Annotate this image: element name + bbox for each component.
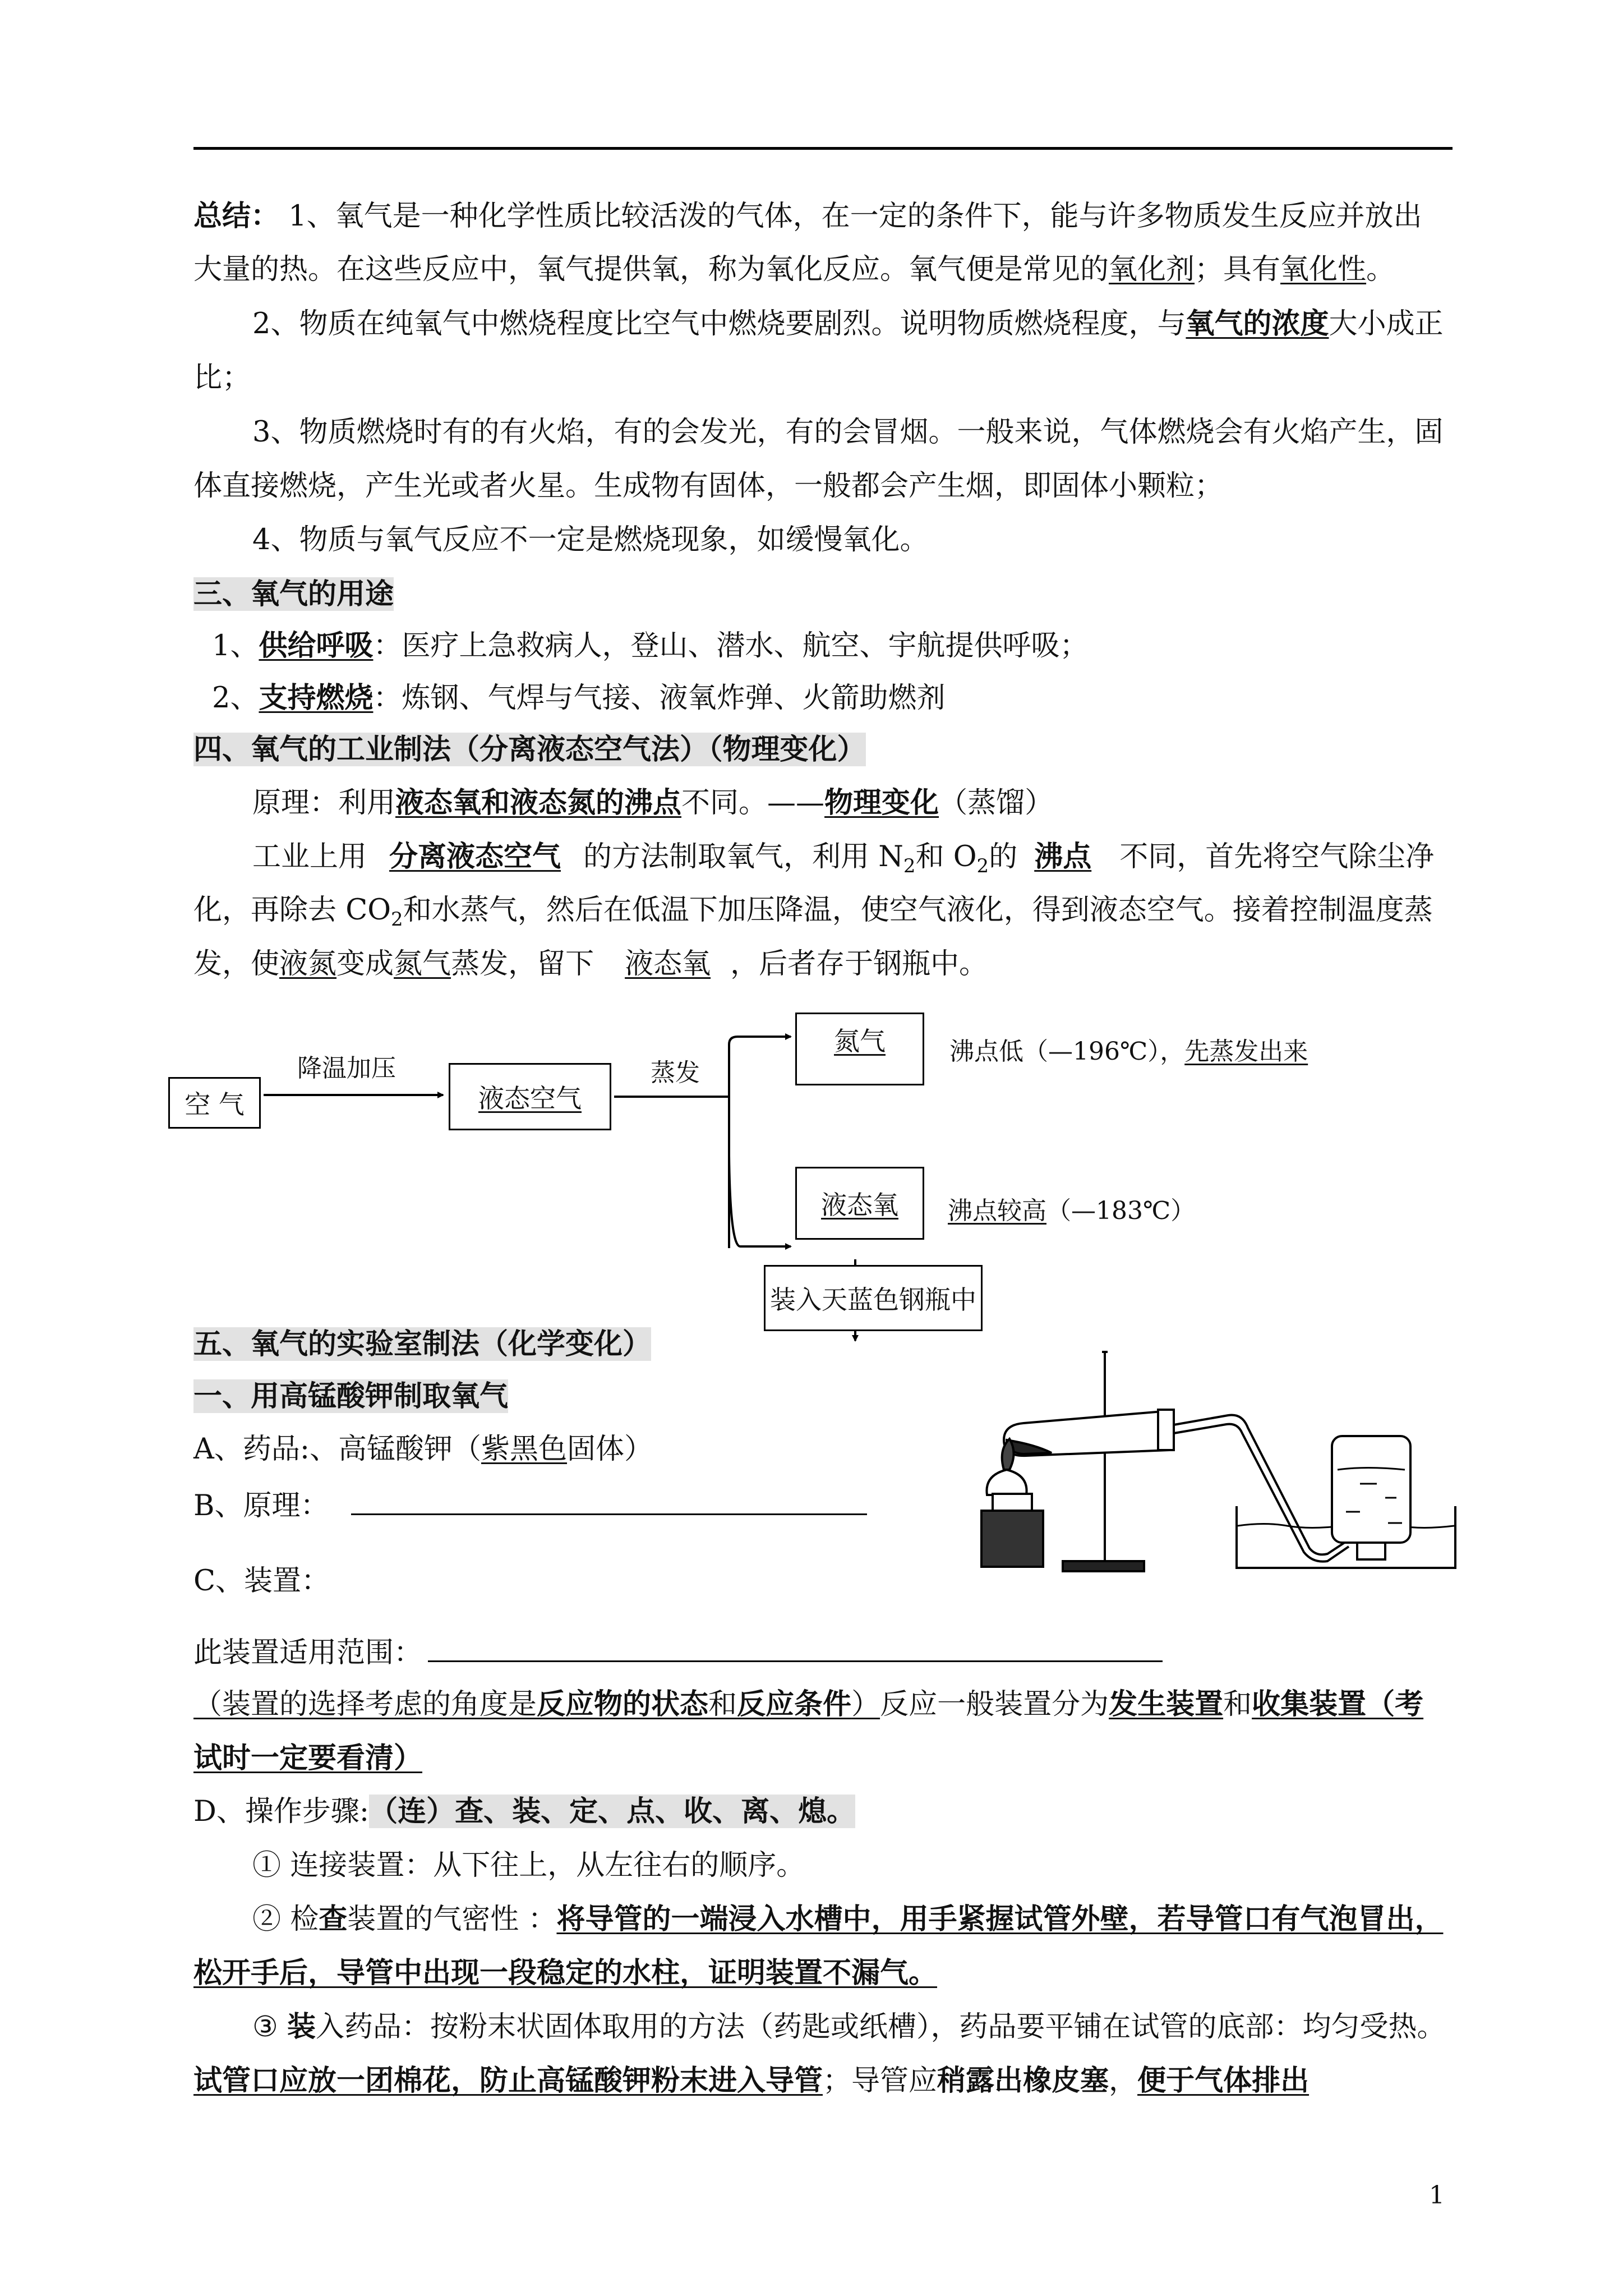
box-storage: 装入天蓝色钢瓶中 xyxy=(764,1265,983,1331)
lab-item-a: A、药品:、高锰酸钾（紫黑色固体） xyxy=(193,1433,653,1466)
lab-heading: 五、氧气的实验室制法（化学变化） xyxy=(193,1327,652,1361)
step-2-line2: 松开手后，导管中出现一段稳定的水柱，证明装置不漏气。 xyxy=(193,1956,938,1990)
lab-item-b: B、原理： xyxy=(193,1487,867,1524)
oxidant-term: 氧化剂 xyxy=(1109,253,1195,286)
summary-p4: 4、物质与氧气反应不一定是燃烧现象，如缓慢氧化。 xyxy=(252,523,929,556)
blank-principle xyxy=(351,1487,867,1515)
step-2-line1: ② 检查装置的气密性 ：将导管的一端浸入水槽中，用手紧握试管外壁，若导管口有气泡冒出， xyxy=(252,1902,1444,1936)
lab-item-c: C、装置： xyxy=(193,1565,330,1598)
nitrogen-note: 沸点低（—196℃），先蒸发出来 xyxy=(949,1037,1308,1066)
box-liquid-air: 液态空气 xyxy=(449,1063,611,1130)
oxidizing-term: 氧化性 xyxy=(1280,253,1367,286)
summary-p2-line2: 比； xyxy=(193,361,251,394)
blank-method: 分离液态空气 xyxy=(389,840,561,873)
industrial-principle: 原理：利用液态氧和液态氮的沸点不同。——物理变化（蒸馏） xyxy=(252,786,1054,820)
lab-item-d: D、操作步骤:（连）查、装、定、点、收、离、熄。 xyxy=(193,1795,856,1828)
oxygen-concentration-term: 氧气的浓度 xyxy=(1186,307,1329,341)
box-nitrogen: 氮气 xyxy=(795,1013,924,1085)
uses-heading: 三、氧气的用途 xyxy=(193,577,394,611)
industrial-line3: 发，使液氮变成氮气蒸发，留下 液态氧 ，后者存于钢瓶中。 xyxy=(193,947,988,981)
page-number: 1 xyxy=(1429,2181,1445,2210)
industrial-heading: 四、氧气的工业制法（分离液态空气法）（物理变化） xyxy=(193,733,866,766)
uses-item-1: 1、供给呼吸：医疗上急救病人，登山、潜水、航空、宇航提供呼吸； xyxy=(212,629,1089,662)
box-air: 空 气 xyxy=(168,1077,261,1129)
box-liquid-oxygen: 液态氧 xyxy=(795,1167,924,1240)
summary-p2-line1: 2、物质在纯氧气中燃烧程度比空气中燃烧要剧烈。说明物质燃烧程度，与氧气的浓度大小成正 xyxy=(252,307,1444,341)
apparatus-illustration xyxy=(973,1343,1478,1590)
step-1: ① 连接装置：从下往上，从左往右的顺序。 xyxy=(252,1849,805,1882)
industrial-line2: 化，再除去 $CO_2$和水蒸气，然后在低温下加压降温，使空气液化，得到液态空气。接着控制温度蒸 xyxy=(193,894,1433,931)
summary-p1-line2: 大量的热。在这些反应中，氧气提供氧，称为氧化反应。氧气便是常见的氧化剂；具有氧化性。 xyxy=(193,253,1395,286)
summary-p3-line2: 体直接燃烧，产生光或者火星。生成物有固体，一般都会产生烟，即固体小颗粒； xyxy=(193,470,1224,503)
uses-item-2: 2、支持燃烧：炼钢、气焊与气接、液氧炸弹、火箭助燃剂 xyxy=(212,681,946,715)
step-3-line1: ③ 装入药品：按粉末状固体取用的方法（药匙或纸槽），药品要平铺在试管的底部：均匀受热。 xyxy=(252,2010,1446,2044)
oxygen-note: 沸点较高（—183℃） xyxy=(948,1197,1196,1225)
summary-p3-line1: 3、物质燃烧时有的有火焰，有的会发光，有的会冒烟。一般来说，气体燃烧会有火焰产生，固 xyxy=(252,416,1444,449)
blank-scope xyxy=(428,1634,1163,1662)
label-cool-pressurize: 降温加压 xyxy=(297,1054,396,1083)
arrow-to-nitrogen xyxy=(729,1037,791,1248)
lab-subheading: 一、用高锰酸钾制取氧气 xyxy=(193,1379,509,1413)
summary-label: 总结： xyxy=(193,199,280,233)
lab-note-line1: （装置的选择考虑的角度是反应物的状态和反应条件）反应一般装置分为发生装置和收集装置（考 xyxy=(193,1687,1424,1721)
label-evaporate: 蒸发 xyxy=(651,1059,700,1087)
arrow-to-liquid-oxygen xyxy=(729,1156,791,1246)
blank-liquid-oxygen: 液态氧 xyxy=(625,947,711,981)
blank-boiling-point: 沸点 xyxy=(1034,840,1092,873)
industrial-line1: 工业上用 分离液态空气 的方法制取氧气，利用 $N_2$和 $O_2$的 沸点 不同，首先将空气除尘净 xyxy=(252,840,1435,878)
summary-p1-line1: 总结： 1、氧气是一种化学性质比较活泼的气体，在一定的条件下，能与许多物质发生反应并放出 xyxy=(193,199,1422,233)
step-3-line2: 试管口应放一团棉花，防止高锰酸钾粉末进入导管；导管应稍露出橡皮塞，便于气体排出 xyxy=(193,2064,1310,2097)
operation-steps: （连）查、装、定、点、收、离、熄。 xyxy=(369,1795,856,1828)
lab-note-line2: 试时一定要看清） xyxy=(193,1741,423,1775)
lab-scope: 此装置适用范围： xyxy=(193,1634,1163,1671)
